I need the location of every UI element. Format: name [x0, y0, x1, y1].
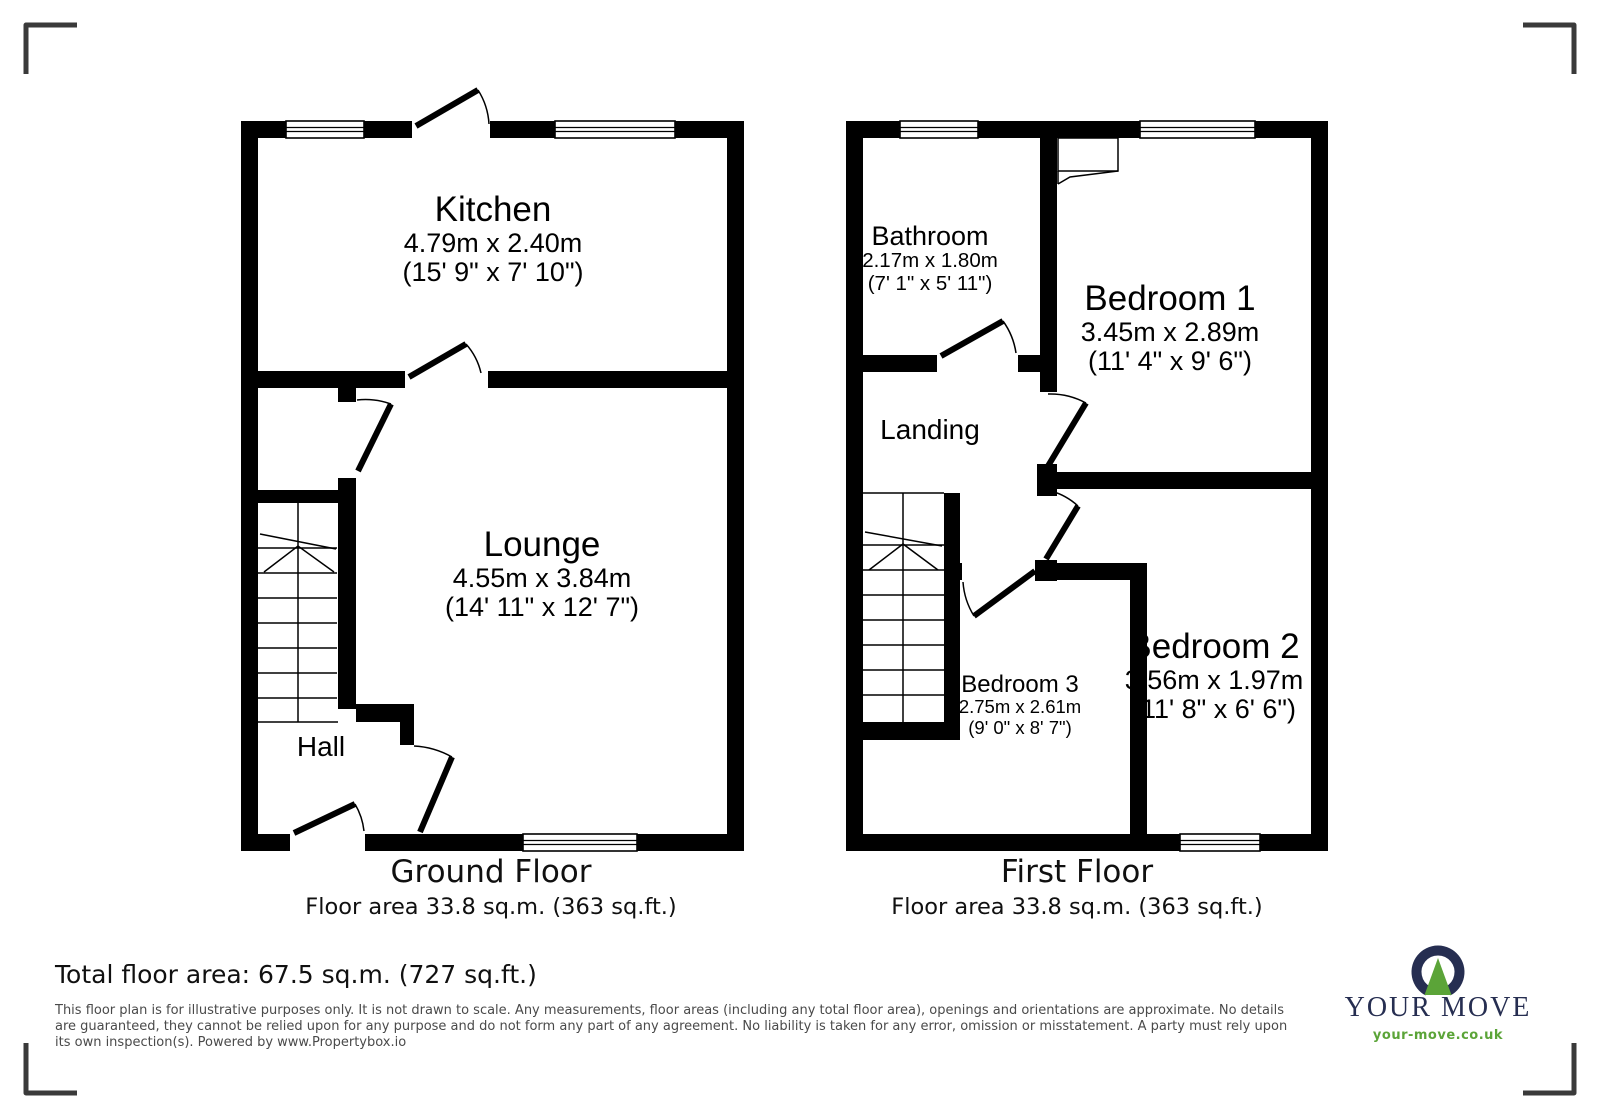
- room-label-bedroom1: [1081, 281, 1260, 376]
- ff-door-bedroom1-arc: [1048, 394, 1086, 403]
- ground-floor-title: Ground Floor: [390, 854, 592, 890]
- room-dim-metric: 3.45m x 2.89m: [1080, 316, 1260, 347]
- room-label-bedroom3: [959, 672, 1081, 739]
- gf-door-front-leaf: [294, 804, 355, 833]
- gf-door-hall-upper-arc: [357, 400, 391, 404]
- room-dim-imperial: (9' 0" x 8' 7"): [968, 716, 1072, 738]
- room-label-kitchen: [402, 192, 583, 287]
- gf-wall-hall-stub: [338, 388, 356, 402]
- gf-staircase: [258, 503, 338, 722]
- gf-wall-hall-vertical: [338, 478, 356, 709]
- room-label-hall: [297, 731, 345, 763]
- room-dim-metric: 4.55m x 3.84m: [452, 562, 632, 593]
- logo-triangle-icon: [1425, 958, 1452, 995]
- your-move-website: your-move.co.uk: [1372, 1028, 1504, 1043]
- room-dim-imperial: (15' 9" x 7' 10"): [402, 256, 584, 287]
- room-name: Bedroom 1: [1084, 279, 1256, 318]
- room-dim-metric: 3.56m x 1.97m: [1124, 664, 1304, 695]
- gf-doorway-front-door: [290, 833, 365, 852]
- room-dim-metric: 2.75m x 2.61m: [958, 696, 1082, 718]
- ff-wall-bathroom-jamb: [1018, 355, 1040, 372]
- ff-door-bedroom3-leaf: [974, 571, 1035, 616]
- gf-window-lounge: [523, 834, 637, 851]
- room-name: Bedroom 3: [961, 671, 1079, 698]
- corner-mark-top-left: [26, 25, 77, 74]
- gf-wall-kitchen-divider-right: [488, 371, 727, 388]
- ff-door-bedroom1-leaf: [1048, 403, 1086, 466]
- room-dim-imperial: (11' 8" x 6' 6"): [1131, 693, 1297, 724]
- room-label-lounge: [445, 527, 639, 622]
- ff-wall-bedroom2-jamb: [1035, 560, 1057, 581]
- ff-door-bedroom3-arc: [963, 582, 974, 616]
- room-dim-imperial: (7' 1" x 5' 11"): [867, 271, 993, 295]
- ff-wall-stairs-bottom: [863, 722, 960, 740]
- your-move-logo-mark: [1417, 951, 1460, 995]
- gf-stairs-up-arrow: [264, 546, 334, 572]
- ff-window-bedroom2: [1180, 834, 1260, 851]
- gf-wall-kitchen-divider-left: [258, 371, 405, 388]
- gf-door-kitchen-lounge-arc: [466, 344, 481, 373]
- room-dim-metric: 4.79m x 2.40m: [403, 227, 583, 258]
- room-label-bathroom: [862, 222, 998, 295]
- room-name: Hall: [296, 731, 346, 762]
- ff-door-bathroom-arc: [1003, 321, 1016, 353]
- ff-wall-bedroom1-bedroom2-divider: [1057, 472, 1311, 489]
- total-floor-area: Total floor area: 67.5 sq.m. (727 sq.ft.): [55, 960, 537, 989]
- ff-wall-bathroom-landing: [863, 355, 937, 372]
- room-name: Kitchen: [434, 190, 552, 229]
- room-name: Lounge: [483, 525, 601, 564]
- ff-wall-stairs-right: [944, 493, 960, 722]
- ff-wall-bathroom-bedroom1: [1040, 138, 1057, 392]
- corner-marks: [26, 25, 1574, 1093]
- gf-window-kitchen-left: [286, 121, 364, 138]
- room-dim-imperial: (11' 4" x 9' 6"): [1087, 345, 1253, 376]
- ff-staircase: [863, 493, 944, 722]
- gf-wall-hall-bottom: [356, 704, 414, 722]
- ff-door-bedroom2-leaf: [1046, 506, 1078, 559]
- gf-wall-hall-jamb: [400, 722, 414, 745]
- ff-door-bathroom-leaf: [941, 321, 1003, 356]
- first-floor-area: Floor area 33.8 sq.m. (363 sq.ft.): [891, 894, 1263, 920]
- gf-door-hall-upper-leaf: [358, 404, 391, 471]
- first-floor-title: First Floor: [1000, 854, 1154, 890]
- room-dim-imperial: (14' 11" x 12' 7"): [444, 591, 640, 622]
- room-name: Bedroom 2: [1128, 627, 1300, 666]
- gf-door-kitchen-exterior-arc: [478, 90, 489, 124]
- ff-cupboard-bedroom1: [1058, 138, 1118, 184]
- gf-wall-stairs-top: [258, 490, 338, 503]
- room-name: Bathroom: [871, 221, 989, 251]
- gf-door-hall-lounge-leaf: [420, 757, 452, 832]
- room-name: Landing: [880, 414, 980, 445]
- gf-door-hall-lounge-arc: [414, 746, 452, 757]
- ff-window-bathroom: [900, 121, 978, 138]
- room-label-bedroom2: [1125, 629, 1304, 724]
- gf-window-kitchen-right: [555, 121, 675, 138]
- room-label-landing: [880, 414, 980, 446]
- gf-door-kitchen-lounge-leaf: [409, 344, 466, 377]
- ground-floor-area: Floor area 33.8 sq.m. (363 sq.ft.): [305, 894, 677, 920]
- corner-mark-bottom-right: [1523, 1043, 1574, 1093]
- your-move-logo-text: YOUR MOVE: [1344, 992, 1532, 1023]
- ff-window-bedroom1: [1140, 121, 1255, 138]
- corner-mark-top-right: [1523, 25, 1574, 74]
- gf-door-front-arc: [355, 804, 364, 831]
- room-dim-metric: 2.17m x 1.80m: [862, 249, 998, 273]
- disclaimer-text: This floor plan is for illustrative purposes only. It is not drawn to scale. Any measurements, floor areas (including any total floor area), openings and orientations are approximate. No details are guaranteed, they cannot be relied upon for any purpose and do not form any part of any agreement. No liability is taken for any error, omission or misstatement. A party must rely upon its own inspection(s). Powered by www.Propertybox.io: [55, 1003, 1288, 1050]
